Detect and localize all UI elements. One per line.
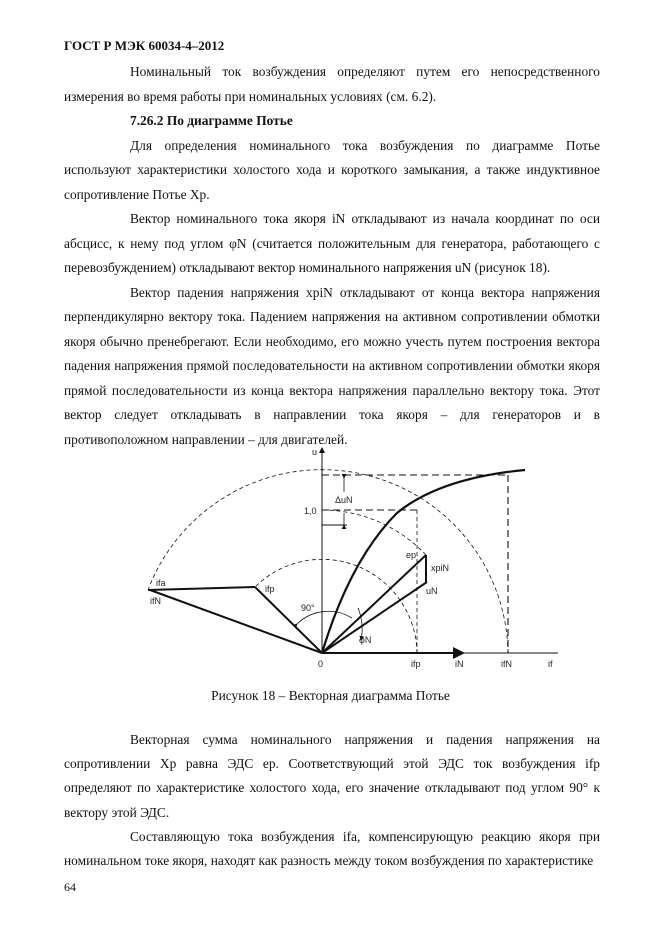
angle-arrow xyxy=(297,611,352,624)
label-one: 1,0 xyxy=(304,506,317,516)
document-header: ГОСТ Р МЭК 60034-4–2012 xyxy=(64,38,225,53)
paragraph: Векторная сумма номинального напряжения и падения напряжения на сопротивлении Xp равна ЭДС ep. Соответствующий этой ЭДС ток возбуждения ifp определяют по характеристике холостого хода, его значение откладывают под углом 90° к вектору этой ЭДС. xyxy=(64,732,600,820)
label-ifa: ifa xyxy=(156,578,166,588)
tick-ifN: ifN xyxy=(501,659,512,669)
label-delta-u: ΔuN xyxy=(335,495,353,505)
tick-if: if xyxy=(548,659,553,669)
figure-caption: Рисунок 18 – Векторная диаграмма Потье xyxy=(211,688,450,703)
ifp-vector xyxy=(255,587,322,653)
text-block-bottom xyxy=(64,728,600,873)
arc-medium xyxy=(322,510,426,555)
paragraph: Для определения номинального тока возбуждения по диаграмме Потье используют характеристики холостого хода и короткого замыкания, а также индуктивное сопротивление Потье Xp. xyxy=(64,137,600,202)
label-xpiN: xpiN xyxy=(431,563,450,573)
paragraph: Вектор номинального тока якоря iN откладывают из начала координат по оси абсцисс, к нему под углом φN (считается положительным для генератора, работающего с перевозбуждением) откладывают вектор номинального напряжения uN (рисунок 18). xyxy=(64,211,600,275)
label-uN: uN xyxy=(426,586,438,596)
tick-iN: iN xyxy=(455,659,464,669)
label-origin: 0 xyxy=(318,659,324,669)
label-u: u xyxy=(312,447,318,457)
label-ifN-vector: ifN xyxy=(150,596,161,606)
ifN-vector xyxy=(150,590,322,653)
tick-ifp: ifp xyxy=(411,659,421,669)
potier-diagram xyxy=(140,440,560,680)
label-phiN: φN xyxy=(359,635,372,645)
paragraph: Вектор падения напряжения xpiN откладывают от конца вектора напряжения перпендикулярно вектору тока. Падением напряжения на активном сопротивлении обмотки якоря обычно пренебрегают. Если необходимо, его можно учесть путем построения вектора падения напряжения прямой последовательности на активном сопротивлении обмотки якоря прямой последовательности из конца вектора напряжения параллельно вектору тока. Этот вектор следует откладывать в направлении тока якоря – для генераторов и в противоположном направлении – для двигателей. xyxy=(64,284,600,447)
paragraph: Номинальный ток возбуждения определяют путем его непосредственного измерения во время работы при номинальных условиях (см. 6.2). xyxy=(64,64,600,104)
text-block-top xyxy=(64,60,600,452)
page-number: 64 xyxy=(64,880,76,894)
ep-vector xyxy=(322,555,426,653)
paragraph: Составляющую тока возбуждения ifa, компенсирующую реакцию якоря при номинальном токе якоря, находят как разность между током возбуждения по характеристике xyxy=(64,828,600,869)
section-heading: 7.26.2 По диаграмме Потье xyxy=(130,113,293,128)
arc-large xyxy=(148,470,508,653)
uN-vector xyxy=(322,582,427,653)
label-ep: ep xyxy=(406,550,417,560)
label-90-deg: 90° xyxy=(301,603,315,613)
label-ifp-vector: ifp xyxy=(265,584,275,594)
